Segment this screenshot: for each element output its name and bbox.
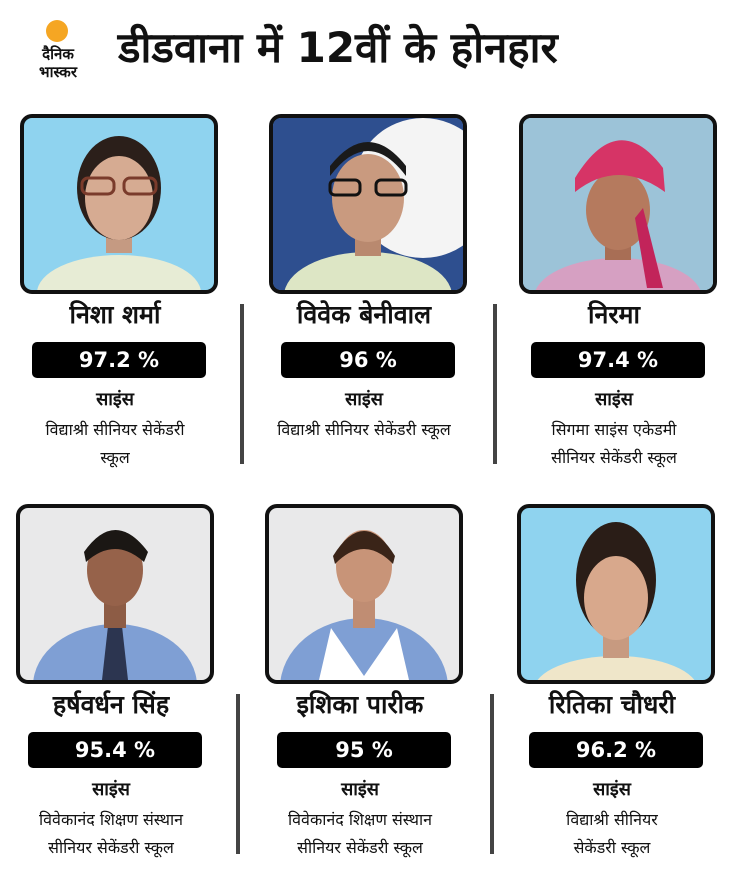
percentage-badge: 97.4 %	[531, 342, 705, 378]
school-name	[0, 416, 230, 472]
school-line2: सीनियर सेकेंडरी स्कूल	[551, 448, 677, 467]
school-name	[497, 806, 727, 862]
stream-label: साइंस	[345, 389, 383, 410]
school-line1: विद्याश्री सीनियर सेकेंडरी स्कूल	[277, 420, 451, 439]
school-line1: विवेकानंद शिक्षण संस्थान	[39, 810, 183, 829]
page-title: डीडवाना में 12वीं के होनहार	[118, 23, 558, 72]
percentage-badge: 96 %	[281, 342, 455, 378]
person-portrait-icon	[521, 508, 711, 680]
student-name: इशिका पारीक	[296, 690, 424, 719]
student-photo	[16, 504, 214, 684]
column-divider	[493, 304, 497, 464]
student-photo	[20, 114, 218, 294]
person-portrait-icon	[24, 118, 214, 290]
school-line1: विद्याश्री सीनियर	[566, 810, 658, 829]
school-name	[249, 416, 479, 444]
stream-label: साइंस	[595, 389, 633, 410]
student-name: हर्षवर्धन सिंह	[52, 690, 170, 719]
school-line1: विद्याश्री सीनियर सेकेंडरी	[45, 420, 185, 439]
percentage-badge: 95 %	[277, 732, 451, 768]
logo-text-line2: भास्कर	[39, 63, 77, 81]
student-name: निरमा	[587, 300, 640, 329]
stream-label: साइंस	[341, 779, 379, 800]
logo-text-line1: दैनिक	[42, 45, 74, 63]
student-photo	[269, 114, 467, 294]
student-photo	[517, 504, 715, 684]
school-line1: विवेकानंद शिक्षण संस्थान	[288, 810, 432, 829]
school-line2: सेकेंडरी स्कूल	[573, 838, 651, 857]
student-photo	[265, 504, 463, 684]
percentage-badge: 95.4 %	[28, 732, 202, 768]
column-divider	[236, 694, 240, 854]
school-line2: सीनियर सेकेंडरी स्कूल	[48, 838, 174, 857]
school-line1: सिगमा साइंस एकेडमी	[551, 420, 677, 439]
stream-label: साइंस	[92, 779, 130, 800]
person-portrait-icon	[273, 118, 463, 290]
school-name	[245, 806, 475, 862]
school-line2: सीनियर सेकेंडरी स्कूल	[297, 838, 423, 857]
person-portrait-icon	[20, 508, 210, 680]
dainik-bhaskar-logo	[22, 20, 94, 90]
school-line2: स्कूल	[100, 448, 130, 467]
school-name	[499, 416, 729, 472]
person-portrait-icon	[269, 508, 459, 680]
percentage-badge: 96.2 %	[529, 732, 703, 768]
sun-icon	[46, 20, 68, 42]
stream-label: साइंस	[96, 389, 134, 410]
student-name: विवेक बेनीवाल	[296, 300, 432, 329]
percentage-badge: 97.2 %	[32, 342, 206, 378]
column-divider	[490, 694, 494, 854]
student-name: निशा शर्मा	[69, 300, 161, 329]
school-name	[0, 806, 226, 862]
person-portrait-icon	[523, 118, 713, 290]
column-divider	[240, 304, 244, 464]
student-name: रितिका चौधरी	[548, 690, 676, 719]
student-photo	[519, 114, 717, 294]
stream-label: साइंस	[593, 779, 631, 800]
